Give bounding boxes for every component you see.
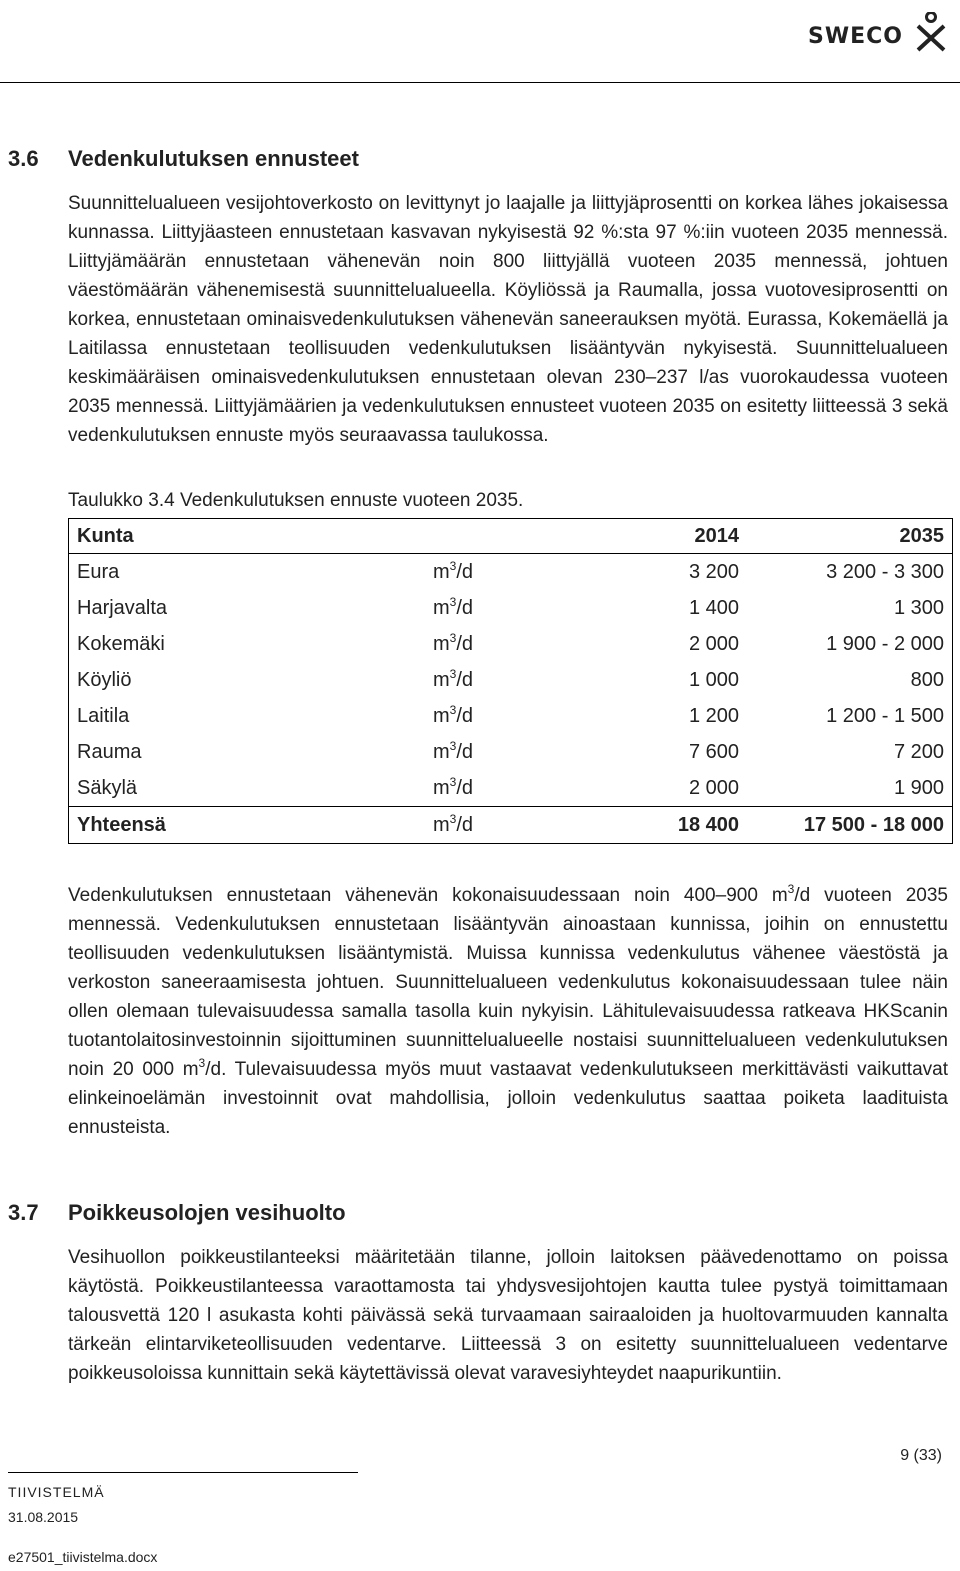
table-row bbox=[69, 734, 953, 770]
page-number: 9 (33) bbox=[900, 1447, 942, 1464]
unit-tail: /d bbox=[456, 668, 474, 691]
table-row bbox=[69, 698, 953, 734]
cell-kunta: Laitila bbox=[77, 704, 130, 727]
unit-sup: 3 bbox=[449, 738, 457, 753]
cell-kunta: Köyliö bbox=[77, 668, 132, 691]
table-header-row bbox=[69, 519, 953, 554]
unit-tail: /d bbox=[456, 560, 474, 583]
cell-2014: 1 400 bbox=[688, 596, 739, 619]
unit-tail: /d bbox=[456, 704, 474, 727]
section-number: 3.6 bbox=[8, 146, 39, 171]
cell-unit bbox=[425, 770, 581, 807]
sweco-mark-icon bbox=[914, 12, 948, 52]
cell-2035: 1 900 bbox=[893, 776, 944, 799]
footer-filename: e27501_tiivistelma.docx bbox=[8, 1549, 158, 1565]
footer-date: 31.08.2015 bbox=[8, 1509, 79, 1525]
unit-base: m bbox=[433, 776, 450, 799]
section-3-6-paragraph-1: Suunnittelualueen vesijohtoverkosto on levittynyt jo laajalle ja liittyjäprosentti on korkea lähes jokaisessa kunnassa. Liittyjäasteen ennustetaan kasvavan nykyisestä 92 %:sta 97 %:iin vuoteen 2035 mennessä. Liittyjämäärän ennustetaan vähenevän noin 800 liittyjällä vuoteen 2035 mennessä, johtuen väestömäärän vähenemisestä suunnittelualueella. Köyliössä ja Raumalla, jossa vuotovesiprosentti on korkea, ennustetaan ominaisvedenkulutuksen vähenevän saneerauksen myötä. Eurassa, Kokemäellä ja Laitilassa ennustetaan teollisuuden vedenkulutuksen lisääntyvän nykyisestä. Suunnittelualueen keskimääräisen ominaisvedenkulutuksen ennustetaan olevan 230–237 l/as vuorokaudessa vuoteen 2035 mennessä. Liittyjämäärien ja vedenkulutuksen ennusteet vuoteen 2035 on esitetty liitteessä 3 sekä vedenkulutuksen ennuste myös seuraavassa taulukossa. bbox=[68, 193, 948, 446]
cell-unit bbox=[425, 590, 581, 626]
cell-2035: 1 900 - 2 000 bbox=[826, 632, 944, 655]
unit-sup: 3 bbox=[449, 774, 457, 789]
table-body bbox=[69, 554, 953, 844]
para2-sup-a: 3 bbox=[787, 882, 795, 896]
unit-sup: 3 bbox=[449, 558, 457, 573]
table-row bbox=[69, 626, 953, 662]
cell-2035: 7 200 bbox=[893, 740, 944, 763]
section-number: 3.7 bbox=[8, 1200, 39, 1225]
unit-tail: /d bbox=[456, 740, 474, 763]
cell-kunta: Rauma bbox=[77, 740, 142, 763]
sweco-logo bbox=[808, 12, 948, 52]
para2-text-b: /d vuoteen 2035 mennessä. Vedenkulutuksen ennustetaan lisääntyvän ainoastaan kunnissa, joihin on ennustettu teollisuuden vedenkulutuksen lisääntymistä. Muissa kunnissa vedenkulutus vähenee väestöstä ja verkoston saneeraamisesta johtuen. Suunnittelualueen vedenkulutus kokonaisuudessaan tulee näin ollen olemaan tulevaisuudessa samalla tasolla kuin nykyisin. Lähitulevaisuudessa ratkeava HKScanin tuotantolaitosinvestoinnin sijoittuminen suunnittelualueelle nostaisi suunnittelualueen vedenkulutuksen noin 20 000 m bbox=[68, 885, 948, 1080]
cell-2014: 1 000 bbox=[688, 668, 739, 691]
cell-unit bbox=[425, 554, 581, 591]
cell-2014: 1 200 bbox=[688, 704, 739, 727]
cell-2014: 2 000 bbox=[688, 632, 739, 655]
header-kunta: Kunta bbox=[69, 519, 426, 554]
cell-kunta: Yhteensä bbox=[69, 807, 426, 844]
unit-base: m bbox=[433, 704, 450, 727]
cell-2014: 18 400 bbox=[581, 807, 747, 844]
table-row bbox=[69, 662, 953, 698]
unit-base: m bbox=[433, 632, 450, 655]
cell-2035: 17 500 - 18 000 bbox=[747, 807, 953, 844]
cell-2014: 3 200 bbox=[688, 560, 739, 583]
header-unit bbox=[425, 519, 581, 554]
header-2014: 2014 bbox=[581, 519, 747, 554]
unit-sup: 3 bbox=[449, 666, 457, 681]
table-row bbox=[69, 770, 953, 807]
unit-sup: 3 bbox=[449, 594, 457, 609]
table-caption: Taulukko 3.4 Vedenkulutuksen ennuste vuoteen 2035. bbox=[68, 490, 524, 511]
unit-base: m bbox=[433, 740, 450, 763]
logo-text: SWECO bbox=[808, 24, 903, 49]
footer-doc-type: TIIVISTELMÄ bbox=[8, 1484, 105, 1500]
unit-tail: /d bbox=[456, 632, 474, 655]
cell-2035: 1 200 - 1 500 bbox=[826, 704, 944, 727]
unit-base: m bbox=[433, 813, 450, 836]
unit-sup: 3 bbox=[449, 811, 457, 826]
header-2035: 2035 bbox=[747, 519, 953, 554]
cell-2035: 1 300 bbox=[893, 596, 944, 619]
section-3-7-heading bbox=[8, 1200, 346, 1226]
section-3-7-paragraph: Vesihuollon poikkeustilanteeksi määritetään tilanne, jolloin laitoksen päävedenottamo on poissa käytöstä. Poikkeustilanteessa varaottamosta tai yhdysvesijohtojen kautta tulee pystyä toimittamaan talousvettä 120 l asukasta kohti päivässä sekä turvaamaan sairaaloiden ja huoltovarmuuden kannalta tärkeän elintarviketeollisuuden vedentarve. Liitteessä 3 on esitetty suunnittelualueen vedentarve poikkeusoloissa kunnittain sekä käytettävissä olevat varavesiyhteydet naapurikuntiin. bbox=[68, 1247, 948, 1384]
unit-tail: /d bbox=[456, 776, 474, 799]
para2-text-a: Vedenkulutuksen ennustetaan vähenevän kokonaisuudessaan noin 400–900 m bbox=[68, 885, 788, 906]
consumption-forecast-table bbox=[68, 518, 953, 844]
cell-2014: 7 600 bbox=[688, 740, 739, 763]
cell-kunta: Säkylä bbox=[77, 776, 138, 799]
cell-unit bbox=[425, 734, 581, 770]
cell-2014: 2 000 bbox=[688, 776, 739, 799]
section-title: Vedenkulutuksen ennusteet bbox=[68, 146, 359, 171]
para2-text-c: /d. Tulevaisuudessa myös muut vastaavat vedenkulutukseen merkittävästi vaikuttavat elinkeinoelämän investoinnit ovat mahdollisia, jolloin vedenkulutus saattaa poiketa laadituista ennusteista. bbox=[68, 1059, 948, 1138]
cell-2035: 800 bbox=[910, 668, 944, 691]
unit-base: m bbox=[433, 596, 450, 619]
section-3-6-heading bbox=[8, 146, 359, 172]
unit-tail: /d bbox=[456, 596, 474, 619]
section-title: Poikkeusolojen vesihuolto bbox=[68, 1200, 346, 1225]
table-row bbox=[69, 554, 953, 591]
table-row bbox=[69, 590, 953, 626]
cell-kunta: Harjavalta bbox=[77, 596, 168, 619]
cell-kunta: Kokemäki bbox=[77, 632, 165, 655]
cell-2035: 3 200 - 3 300 bbox=[826, 560, 944, 583]
unit-sup: 3 bbox=[449, 702, 457, 717]
cell-unit bbox=[425, 698, 581, 734]
cell-unit bbox=[425, 807, 581, 844]
unit-base: m bbox=[433, 560, 450, 583]
unit-tail: /d bbox=[456, 813, 474, 836]
footer-divider bbox=[8, 1472, 358, 1473]
para2-sup-b: 3 bbox=[198, 1056, 206, 1070]
unit-base: m bbox=[433, 668, 450, 691]
header-divider bbox=[0, 82, 960, 83]
cell-unit bbox=[425, 626, 581, 662]
section-3-6-paragraph-2 bbox=[68, 881, 948, 1142]
unit-sup: 3 bbox=[449, 630, 457, 645]
table-total-row bbox=[69, 807, 953, 844]
cell-kunta: Eura bbox=[77, 560, 120, 583]
cell-unit bbox=[425, 662, 581, 698]
